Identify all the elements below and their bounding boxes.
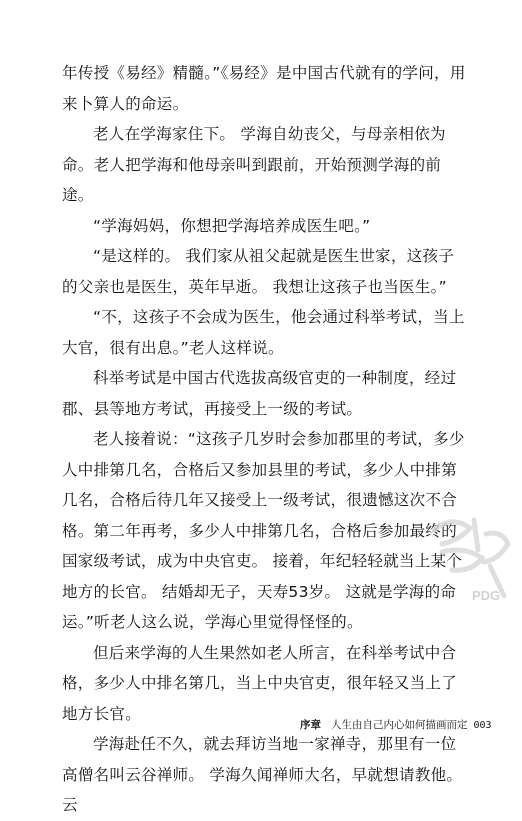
body-text [62, 58, 466, 821]
footer-title: 人生由自己内心如何描画而定 [331, 719, 468, 731]
watermark-label: PDG [472, 588, 501, 603]
paragraph: 但后来学海的人生果然如老人所言，在科举考试中合格，多少人中排名第几，当上中央官吏，很年轻又当上了地方长官。 [62, 643, 458, 723]
page-footer [300, 716, 492, 734]
paragraph: “不，这孩子不会成为医生，他会通过科举考试，当上大官，很有出息。”老人这样说。 [62, 308, 465, 357]
paragraph: “是这样的。 我们家从祖父起就是医生世家，这孩子的父亲也是医生，英年早逝。 我想让这孩子也当医生。” [62, 247, 455, 296]
footer-chapter: 序章 [300, 719, 321, 731]
paragraph: 老人在学海家住下。 学海自幼丧父，与母亲相依为命。老人把学海和他母亲叫到跟前，开始预测学海的前途。 [62, 125, 446, 204]
paragraph-continuation: 年传授《易经》精髓。”《易经》是中国古代就有的学问，用来卜算人的命运。 [62, 64, 466, 113]
paragraph: “学海妈妈，你想把学海培养成医生吧。” [93, 216, 371, 235]
paragraph: 科举考试是中国古代选拔高级官吏的一种制度，经过郡、县等地方考试，再接受上一级的考试。 [62, 369, 457, 418]
paragraph: 老人接着说：“这孩子几岁时会参加郡里的考试，多少人中排第几名，合格后又参加县里的考试，多少人中排第几名，合格后待几年又接受上一级考试，很遗憾这次不合格。第二年再考，多少人中排第几名，合格后参加最终的国家级考试，成为中央官吏。 接着，年纪轻轻就当上某个地方的长官。 结婚却无子，天寿53岁。 这就是学海的命运。”听老人这么说，学海心里觉得怪怪的。 [62, 430, 465, 631]
paragraph: 学海赴任不久，就去拜访当地一家禅寺，那里有一位高僧名叫云谷禅师。 学海久闻禅师大名，早就想请教他。 云 [62, 735, 463, 814]
page-number: 003 [473, 720, 492, 731]
